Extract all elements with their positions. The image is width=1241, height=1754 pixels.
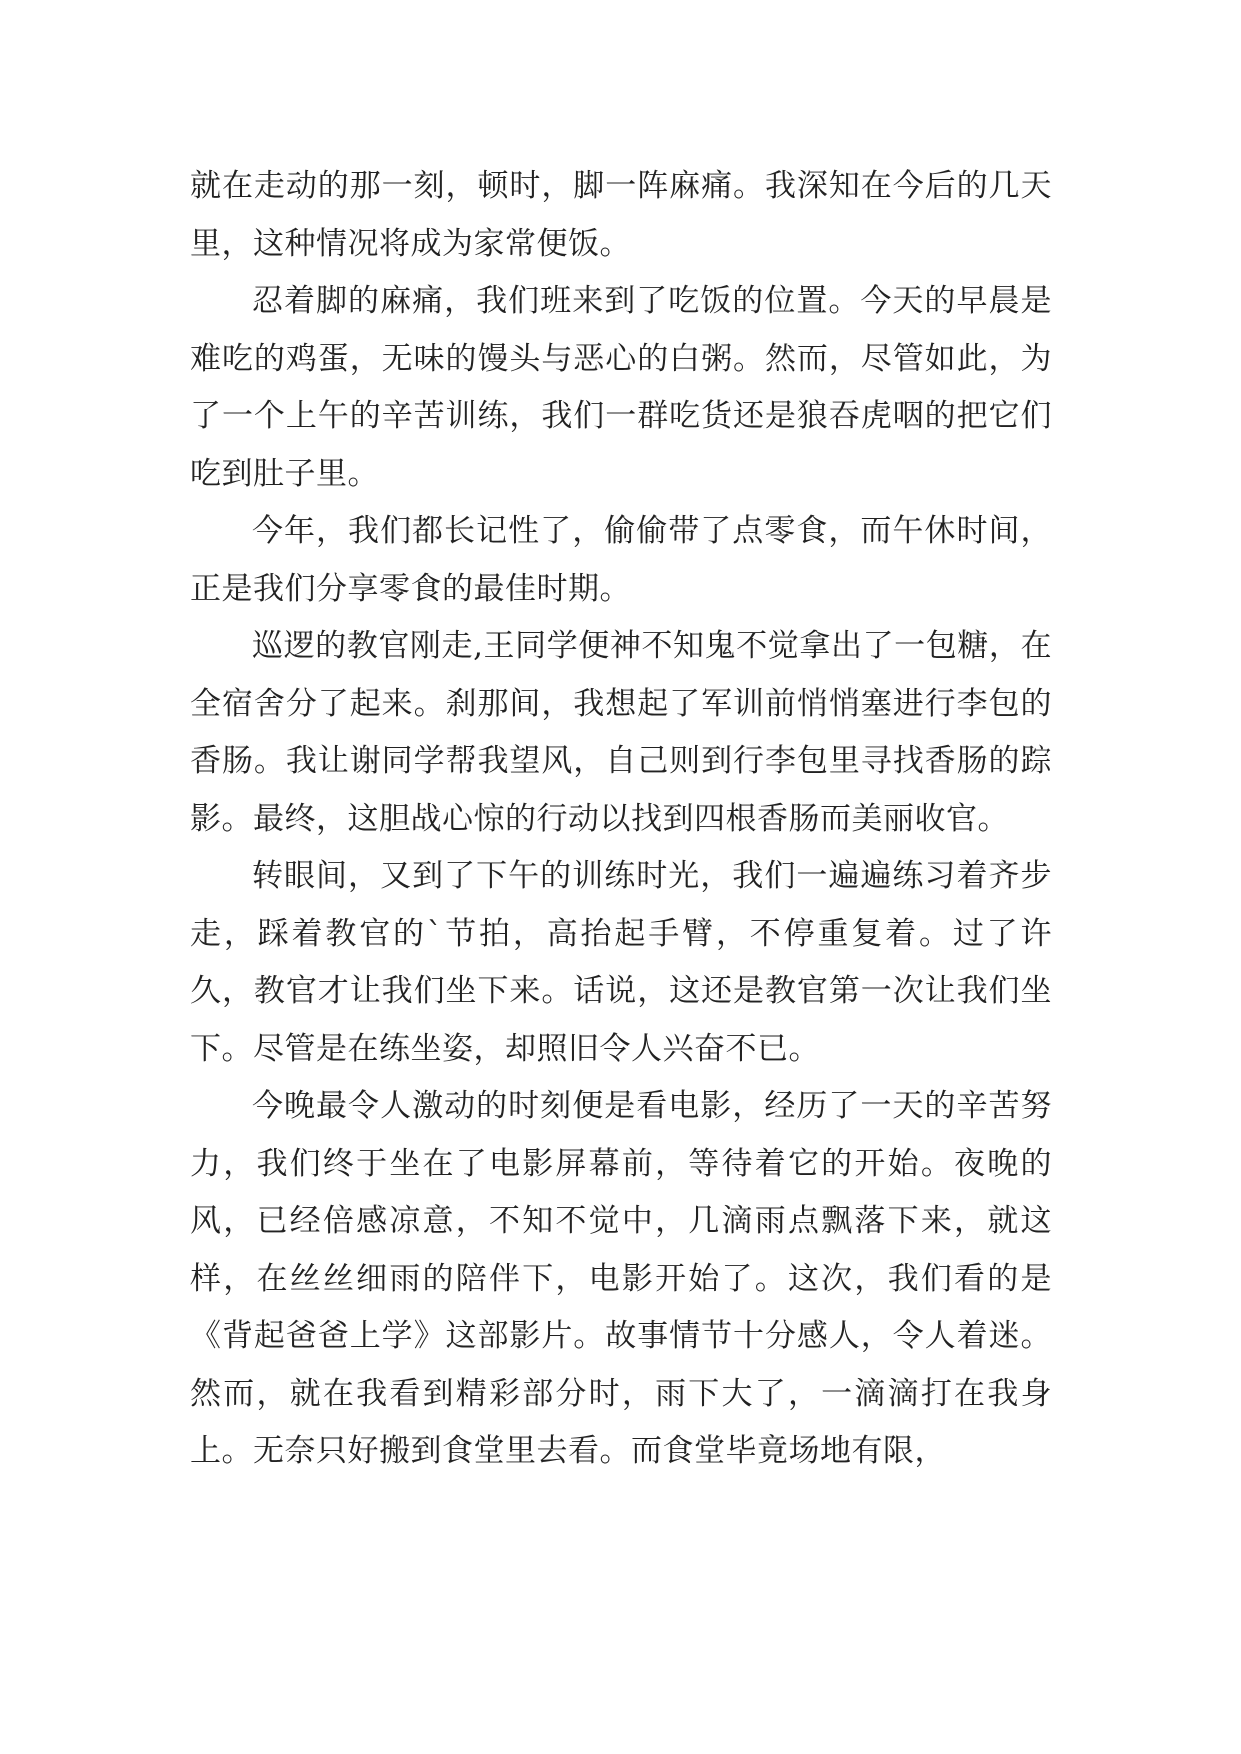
paragraph-4: 巡逻的教官刚走,王同学便神不知鬼不觉拿出了一包糖，在全宿舍分了起来。刹那间，我想起了军训前悄悄塞进行李包的香肠。我让谢同学帮我望风，自己则到行李包里寻找香肠的踪影。最终，这胆战心惊的行动以找到四根香肠而美丽收官。: [190, 628, 1052, 837]
paragraph-5: 转眼间，又到了下午的训练时光，我们一遍遍练习着齐步走，踩着教官的`节拍，高抬起手臂，不停重复着。过了许久，教官才让我们坐下来。话说，这还是教官第一次让我们坐下。尽管是在练坐姿，却照旧令人兴奋不已。: [190, 858, 1052, 1067]
paragraph-3: 今年，我们都长记性了，偷偷带了点零食，而午休时间，正是我们分享零食的最佳时期。: [190, 513, 1052, 607]
paragraph-2: 忍着脚的麻痛，我们班来到了吃饭的位置。今天的早晨是难吃的鸡蛋，无味的馒头与恶心的白粥。然而，尽管如此，为了一个上午的辛苦训练，我们一群吃货还是狼吞虎咽的把它们吃到肚子里。: [190, 283, 1052, 492]
document-body: [190, 158, 1052, 1481]
paragraph-6: 今晚最令人激动的时刻便是看电影，经历了一天的辛苦努力，我们终于坐在了电影屏幕前，等待着它的开始。夜晚的风，已经倍感凉意，不知不觉中，几滴雨点飘落下来，就这样，在丝丝细雨的陪伴下，电影开始了。这次，我们看的是《背起爸爸上学》这部影片。故事情节十分感人，令人着迷。然而，就在我看到精彩部分时，雨下大了，一滴滴打在我身上。无奈只好搬到食堂里去看。而食堂毕竟场地有限，: [190, 1088, 1052, 1469]
paragraph-1: 就在走动的那一刻，顿时，脚一阵麻痛。我深知在今后的几天里，这种情况将成为家常便饭。: [190, 168, 1052, 262]
